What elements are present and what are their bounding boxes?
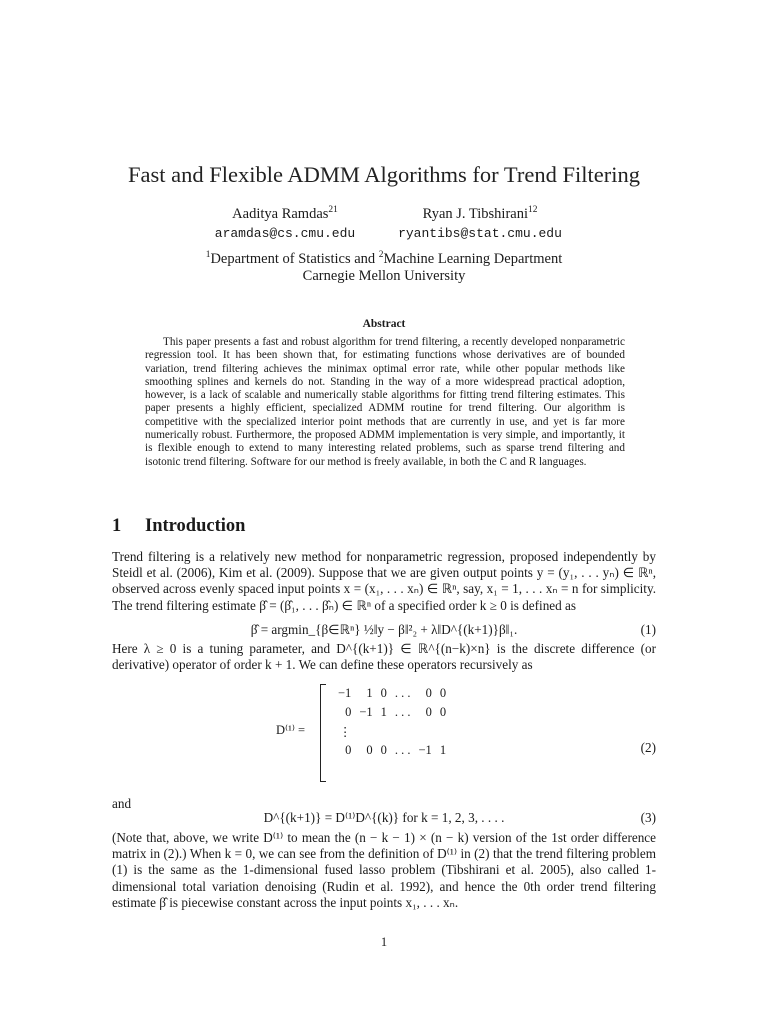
abstract-heading: Abstract	[362, 318, 406, 330]
paragraph: and	[112, 796, 132, 811]
affiliation-university: Carnegie Mellon University	[302, 268, 466, 284]
author-block	[390, 205, 570, 241]
equation-number: (1)	[640, 622, 656, 637]
author-name: Ryan J. Tibshirani$^{12}$	[422, 205, 538, 222]
abstract-text: This paper presents a fast and robust algorithm for trend filtering, a recently developed nonparametric regression tool. It has been shown that, for estimating functions whose derivatives are of bounded variation, trend filtering achieves the minimax optimal error rate, while other popular methods like smoothing splines and kernels do not. Standing in the way of a more widespread practical adoption, however, is a lack of scalable and numerically stable algorithms for fitting trend filtering estimates. This paper presents a highly efficient, specialized ADMM routine for trend filtering. Our algorithm is competitive with the specialized interior point methods that are currently in use, and yet is far more numerically robust. Furthermore, the proposed ADMM implementation is very simple, and importantly, it is flexible enough to extend to many interesting related problems, such as sparse trend filtering and isotonic trend filtering. Software for our method is freely available, in both the C and R languages.	[145, 336, 625, 468]
equation-number: (2)	[640, 740, 656, 755]
equation-body: D^{(k+1)} = D⁽¹⁾D^{(k)} for k = 1, 2, 3, . . . .	[263, 810, 505, 825]
paper-title: Fast and Flexible ADMM Algorithms for Trend Filtering	[128, 162, 640, 187]
matrix-equation	[276, 684, 506, 782]
matrix-left-bracket	[320, 684, 326, 782]
difference-matrix	[334, 684, 450, 760]
author-block	[195, 205, 375, 241]
matrix-lhs: D⁽¹⁾ =	[276, 723, 306, 737]
paragraph: Trend filtering is a relatively new method for nonparametric regression, proposed independently by Steidl et al. (2006), Kim et al. (2009). Suppose that we are given output points y = (y₁, . . . yₙ) ∈ ℝⁿ, observed across evenly spaced input points x = (x₁, . . . xₙ) ∈ ℝⁿ, say, x₁ = 1, . . . xₙ = n for simplicity. The trend filtering estimate β̂ = (β̂₁, . . . β̂ₙ) ∈ ℝⁿ of a specified order k ≥ 0 is defined as	[112, 549, 656, 613]
matrix-row: −1 1 0 . . . 0 0	[338, 686, 447, 700]
page-number: 1	[380, 935, 388, 949]
equation-body: β̂ = argmin_{β∈ℝⁿ} ½‖y − β‖²₂ + λ‖D^{(k+1)}β‖₁.	[250, 622, 518, 637]
section-heading: 1 Introduction	[112, 516, 246, 536]
matrix-row: 0 0 0 . . . −1 1	[345, 743, 447, 757]
author-name: Aaditya Ramdas$^{21}$	[232, 205, 338, 222]
paragraph: (Note that, above, we write D⁽¹⁾ to mean the (n − k − 1) × (n − k) version of the 1st order difference matrix in (2).) When k = 0, we can see from the definition of D⁽¹⁾ in (2) that the trend filtering problem (1) is the same as the 1-dimensional fused lasso problem (Tibshirani et al. 2005), also called 1-dimensional total variation denoising (Rudin et al. 1992), and hence the 0th order trend filtering estimate β̂ is piecewise constant across the input points x₁, . . . xₙ.	[112, 830, 656, 910]
paragraph: Here λ ≥ 0 is a tuning parameter, and D^{(k+1)} ∈ ℝ^{(n−k)×n} is the discrete difference (or derivative) operator of order k + 1. We can define these operators recursively as	[112, 641, 656, 673]
matrix-row: 0 −1 1 . . . 0 0	[345, 705, 447, 719]
matrix-row: ⋮	[338, 724, 352, 739]
author-email[interactable]: ryantibs@stat.cmu.edu	[398, 225, 562, 241]
author-email[interactable]: aramdas@cs.cmu.edu	[214, 225, 356, 241]
affiliation: $^1$Department of Statistics and $^2$Machine Learning Department	[205, 250, 563, 267]
equation-number: (3)	[640, 810, 656, 825]
